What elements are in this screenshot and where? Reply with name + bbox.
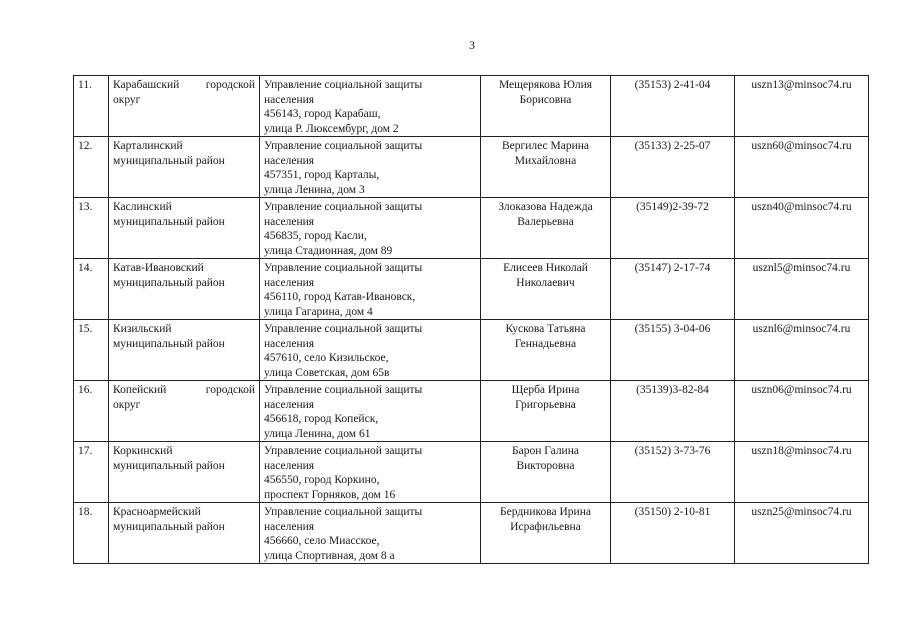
org-line: Управление социальной защиты — [264, 140, 423, 152]
org-line: населения — [264, 459, 315, 472]
head-name-cell — [481, 198, 611, 259]
head-name-cell — [481, 320, 611, 381]
head-name-cell — [481, 442, 611, 503]
table-body — [74, 76, 869, 564]
email-cell: uszn06@minsoc74.ru — [735, 381, 869, 442]
organization-cell — [260, 503, 481, 564]
org-line: населения — [264, 93, 315, 106]
org-line: Управление социальной защиты — [264, 506, 423, 518]
org-line: 456143, город Карабаш, — [264, 108, 381, 120]
row-number: 12. — [74, 137, 109, 198]
district-cell — [109, 198, 260, 259]
head-line: Кускова Татьяна — [505, 323, 586, 335]
district-cell — [109, 137, 260, 198]
head-name-cell — [481, 503, 611, 564]
table-row — [74, 76, 869, 137]
district-cell — [109, 442, 260, 503]
head-line: Борисовна — [519, 93, 572, 106]
organization-cell — [260, 76, 481, 137]
org-line: улица Ленина, дом 3 — [264, 183, 365, 196]
org-line: 457351, город Карталы, — [264, 169, 380, 181]
org-line: улица Р. Люксембург, дом 2 — [264, 122, 399, 135]
table-row — [74, 137, 869, 198]
table-row — [74, 442, 869, 503]
email-cell: usznl5@minsoc74.ru — [735, 259, 869, 320]
organization-cell — [260, 137, 481, 198]
phone-cell: (35133) 2-25-07 — [611, 137, 735, 198]
head-line: Злоказова Надежда — [498, 201, 593, 213]
table-row — [74, 259, 869, 320]
org-line: 456835, город Касли, — [264, 230, 367, 242]
head-line: Мещерякова Юлия — [498, 79, 593, 91]
district-line: Карталинский — [113, 140, 183, 152]
district-line: муниципальный район — [113, 337, 225, 350]
district-line: муниципальный район — [113, 276, 225, 289]
phone-cell: (35152) 3-73-76 — [611, 442, 735, 503]
org-line: Управление социальной защиты — [264, 445, 423, 457]
org-line: населения — [264, 337, 315, 350]
head-name-cell — [481, 76, 611, 137]
phone-cell: (35153) 2-41-04 — [611, 76, 735, 137]
email-cell: uszn18@minsoc74.ru — [735, 442, 869, 503]
district-line: муниципальный район — [113, 459, 225, 472]
head-line: Елисеев Николай — [503, 262, 588, 274]
head-line: Михайловна — [514, 154, 577, 167]
row-number: 14. — [74, 259, 109, 320]
phone-cell: (35147) 2-17-74 — [611, 259, 735, 320]
org-line: Управление социальной защиты — [264, 79, 423, 91]
district-line: Катав-Ивановский — [113, 262, 204, 274]
table-row — [74, 503, 869, 564]
row-number: 18. — [74, 503, 109, 564]
district-line: Коркинский — [113, 445, 173, 457]
district-line: Копейский городской — [113, 384, 255, 396]
email-cell: uszn40@minsoc74.ru — [735, 198, 869, 259]
district-line: округ — [113, 93, 141, 106]
row-number: 15. — [74, 320, 109, 381]
head-name-cell — [481, 381, 611, 442]
district-cell — [109, 381, 260, 442]
org-line: 456618, город Копейск, — [264, 413, 379, 425]
district-cell — [109, 76, 260, 137]
org-line: улица Ленина, дом 61 — [264, 427, 371, 440]
head-line: Григорьевна — [515, 398, 576, 411]
org-line: населения — [264, 398, 315, 411]
head-line: Геннадьевна — [514, 337, 577, 350]
table-row — [74, 320, 869, 381]
social-protection-table — [73, 75, 869, 564]
district-cell — [109, 259, 260, 320]
head-line: Бердникова Ирина — [500, 506, 591, 518]
table-row — [74, 198, 869, 259]
head-name-cell — [481, 137, 611, 198]
email-cell: uszn60@minsoc74.ru — [735, 137, 869, 198]
district-line: муниципальный район — [113, 520, 225, 533]
org-line: 456110, город Катав-Ивановск, — [264, 291, 416, 303]
org-line: улица Стадионная, дом 89 — [264, 244, 393, 257]
district-cell — [109, 503, 260, 564]
table-row — [74, 381, 869, 442]
organization-cell — [260, 259, 481, 320]
row-number: 16. — [74, 381, 109, 442]
email-cell: uszn13@minsoc74.ru — [735, 76, 869, 137]
org-line: населения — [264, 520, 315, 533]
head-line: Исрафильевна — [510, 520, 581, 533]
email-cell: uszn25@minsoc74.ru — [735, 503, 869, 564]
org-line: проспект Горняков, дом 16 — [264, 488, 396, 501]
org-line: Управление социальной защиты — [264, 323, 423, 335]
district-line: Кизильский — [113, 323, 172, 335]
head-line: Вергилес Марина — [502, 140, 589, 152]
phone-cell: (35149)2-39-72 — [611, 198, 735, 259]
district-line: муниципальный район — [113, 154, 225, 167]
row-number: 13. — [74, 198, 109, 259]
org-line: 457610, село Кизильское, — [264, 352, 389, 364]
district-line: Красноармейский — [113, 506, 201, 518]
org-line: улица Советская, дом 65в — [264, 366, 390, 379]
organization-cell — [260, 442, 481, 503]
page-number: 3 — [469, 38, 475, 52]
head-line: Щерба Ирина — [511, 384, 580, 396]
phone-cell: (35155) 3-04-06 — [611, 320, 735, 381]
head-name-cell — [481, 259, 611, 320]
org-line: улица Спортивная, дом 8 а — [264, 549, 395, 562]
head-line: Барон Галина — [512, 445, 579, 457]
org-line: Управление социальной защиты — [264, 262, 423, 274]
org-line: 456660, село Миасское, — [264, 535, 380, 547]
district-line: Каслинский — [113, 201, 172, 213]
phone-cell: (35139)3-82-84 — [611, 381, 735, 442]
email-cell: usznl6@minsoc74.ru — [735, 320, 869, 381]
district-line: Карабашский городской — [113, 79, 255, 91]
row-number: 11. — [74, 76, 109, 137]
organization-cell — [260, 320, 481, 381]
district-cell — [109, 320, 260, 381]
head-line: Валерьевна — [517, 215, 574, 228]
row-number: 17. — [74, 442, 109, 503]
district-line: округ — [113, 398, 141, 411]
organization-cell — [260, 198, 481, 259]
org-line: Управление социальной защиты — [264, 201, 423, 213]
org-line: Управление социальной защиты — [264, 384, 423, 396]
org-line: населения — [264, 276, 315, 289]
org-line: улица Гагарина, дом 4 — [264, 305, 373, 318]
org-line: населения — [264, 154, 315, 167]
org-line: населения — [264, 215, 315, 228]
head-line: Николаевич — [516, 276, 575, 289]
org-line: 456550, город Коркино, — [264, 474, 380, 486]
phone-cell: (35150) 2-10-81 — [611, 503, 735, 564]
district-line: муниципальный район — [113, 215, 225, 228]
head-line: Викторовна — [516, 459, 575, 472]
organization-cell — [260, 381, 481, 442]
